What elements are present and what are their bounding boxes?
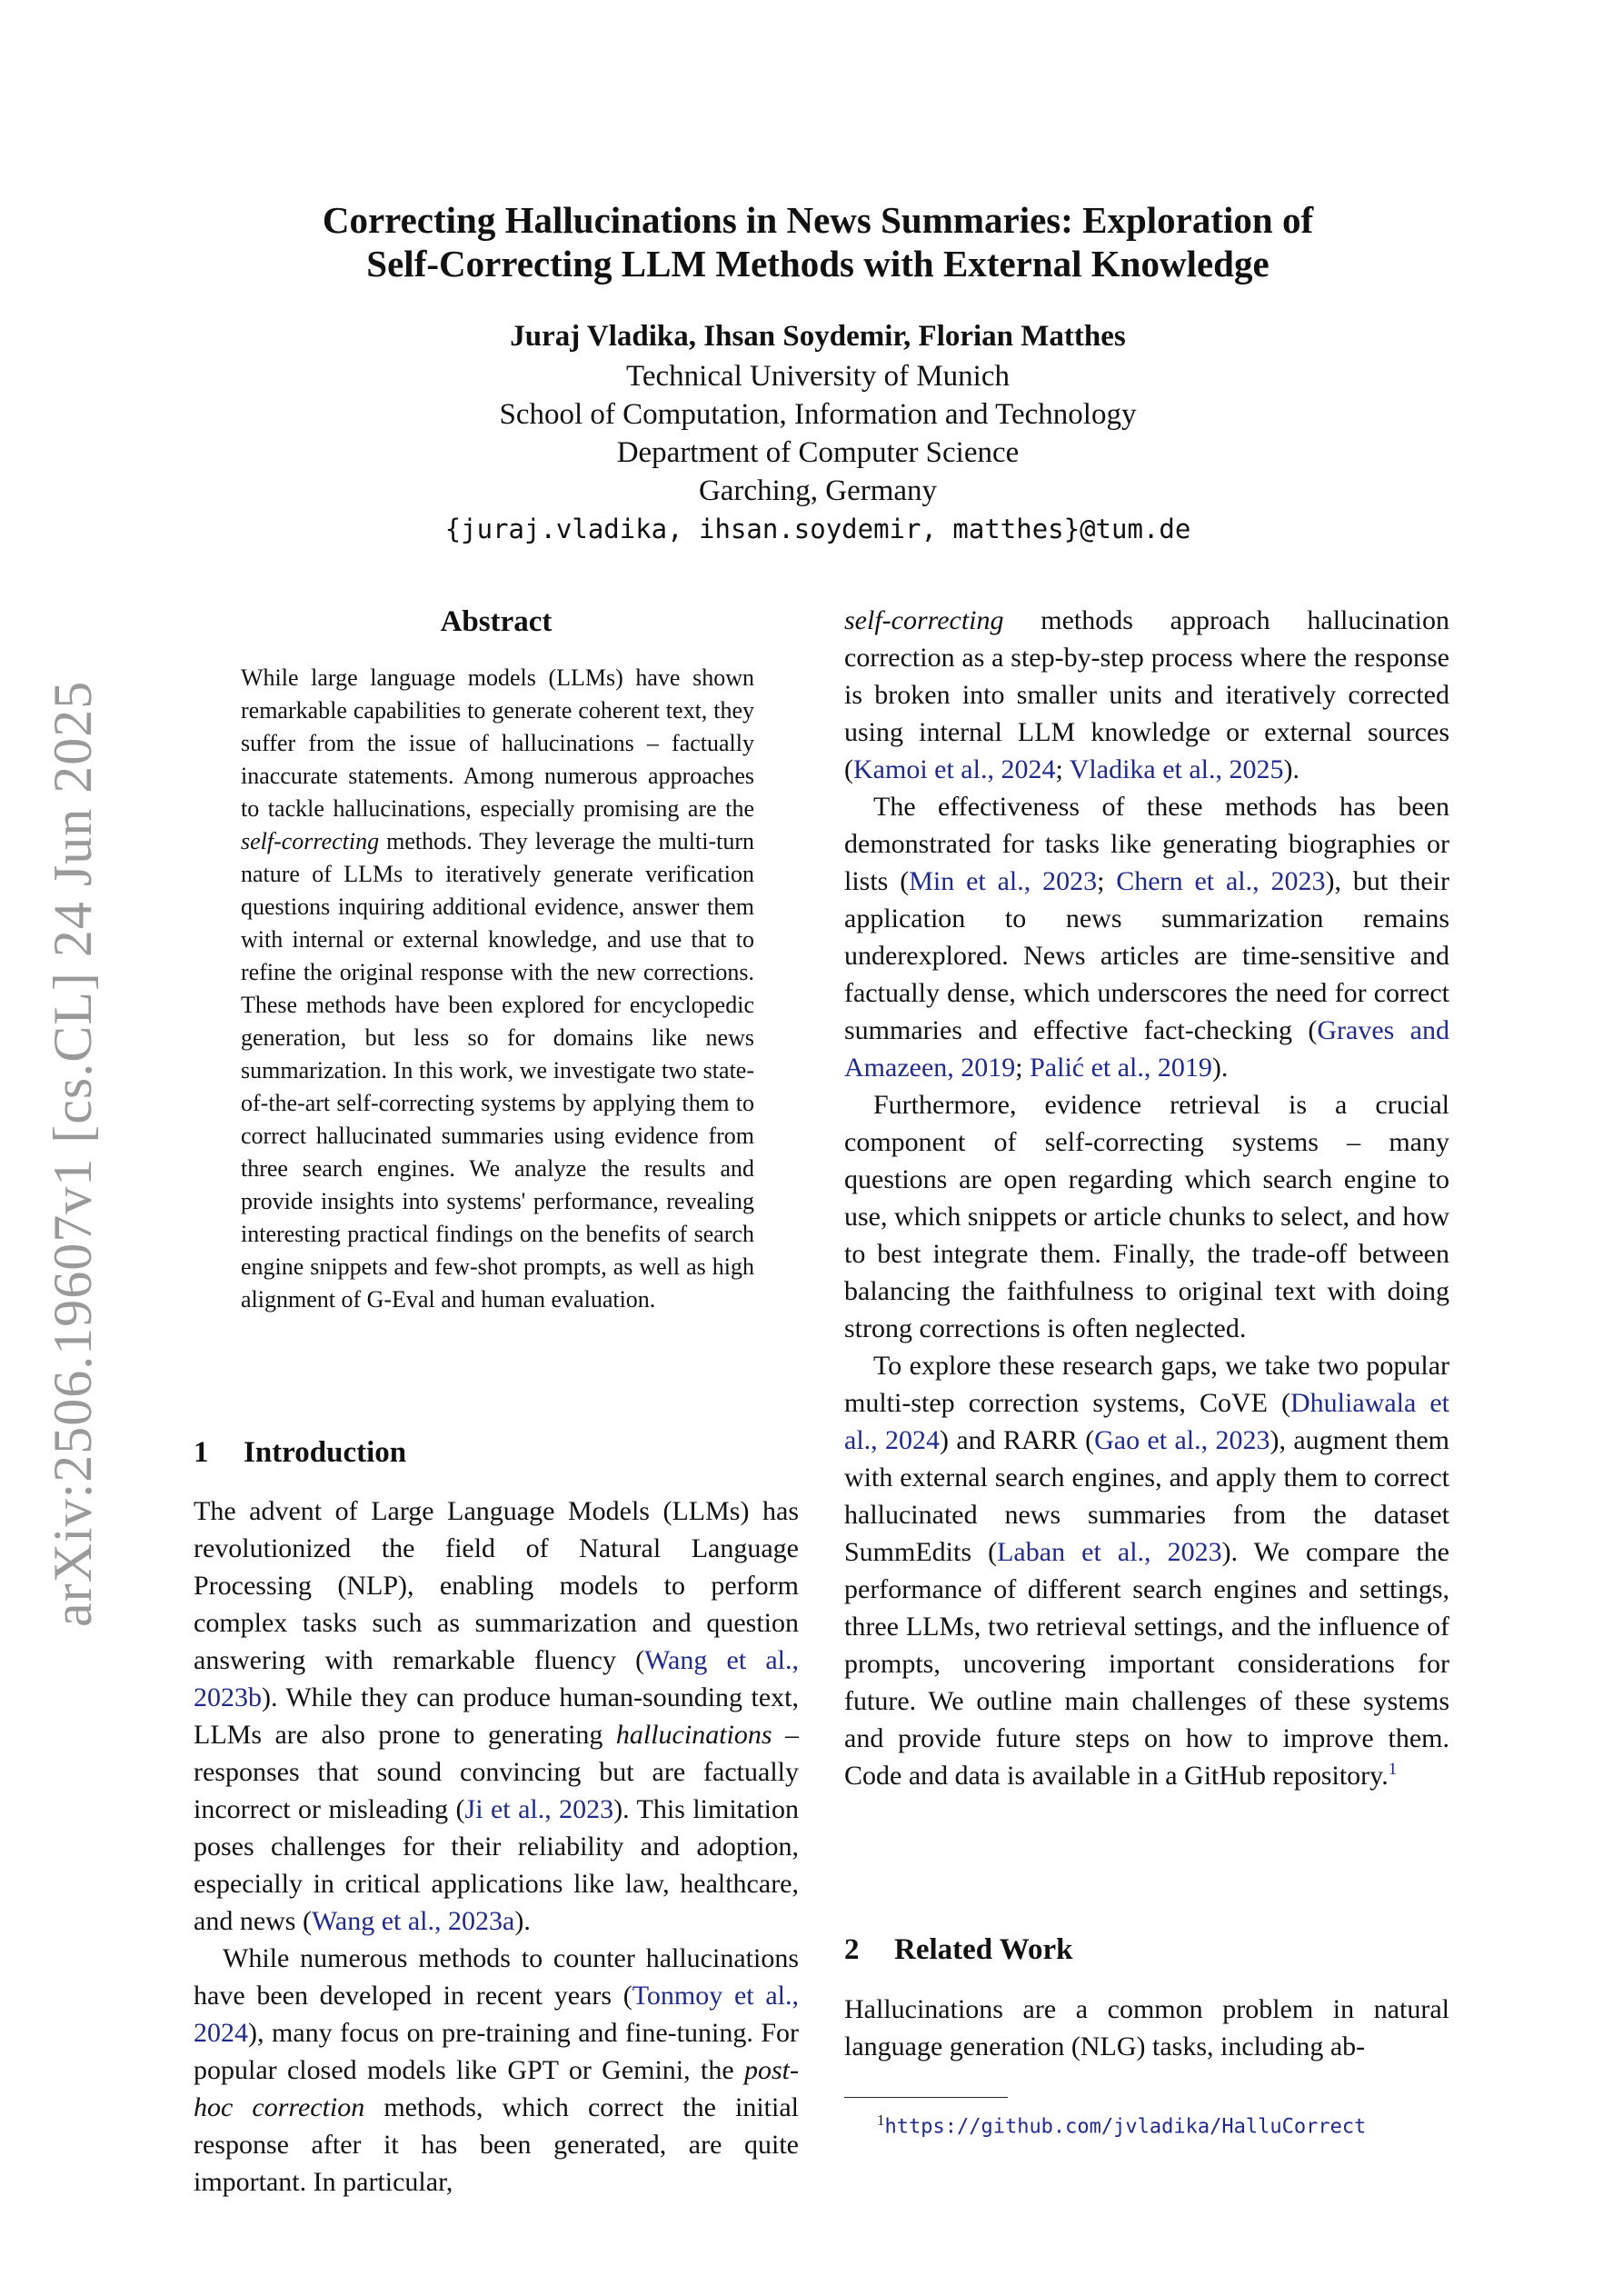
section-heading-related-work xyxy=(844,1932,1449,1968)
paragraph xyxy=(844,602,1449,788)
text-span: ), many focus on pre-training and fine-tuning. For popular closed models like GPT or Gemini, the xyxy=(194,2018,799,2085)
arxiv-stamp: arXiv:2506.19607v1 [cs.CL] 24 Jun 2025 xyxy=(43,680,103,1627)
intro-left-column xyxy=(194,1492,799,2201)
title-line-1: Correcting Hallucinations in News Summaries: Exploration of xyxy=(322,199,1314,241)
affiliation-line: Garching, Germany xyxy=(698,474,938,507)
text-span: ; xyxy=(1015,1053,1031,1083)
footnote-number: 1 xyxy=(877,2111,885,2129)
affiliation-line: School of Computation, Information and Technology xyxy=(499,398,1137,431)
citation-link[interactable]: Laban et al., 2023 xyxy=(997,1537,1222,1567)
abstract-text-part: While large language models (LLMs) have shown remarkable capabilities to generate coherent text, they suffer from the issue of hallucinations – factually inaccurate statements. Among numerous approaches to tackle hallucinations, especially promising are the xyxy=(241,664,754,822)
abstract-text xyxy=(241,662,754,1316)
affiliation-line: Department of Computer Science xyxy=(616,436,1020,469)
paragraph xyxy=(844,788,1449,1086)
citation-link[interactable]: Wang et al., 2023b xyxy=(194,1645,799,1712)
paragraph xyxy=(194,1492,799,1940)
paragraph xyxy=(194,1940,799,2201)
citation-link[interactable]: Tonmoy et al., 2024 xyxy=(194,1981,799,2048)
citation-link[interactable]: Dhuliawala et al., 2024 xyxy=(844,1388,1449,1455)
text-span: methods, which correct the initial response after it has been generated, are quite important. In particular, xyxy=(194,2092,799,2197)
text-span: ). While they can produce human-sounding text, LLMs are also prone to generating xyxy=(194,1682,799,1750)
footnote xyxy=(877,2107,1366,2141)
paragraph xyxy=(844,1347,1449,1794)
citation-link[interactable]: Kamoi et al., 2024 xyxy=(853,754,1056,784)
emphasis: hallucinations xyxy=(615,1720,772,1750)
author-emails: {juraj.vladika, ihsan.soydemir, matthes}@tum.de xyxy=(444,514,1191,544)
text-span: ). This limitation poses challenges for their reliability and adoption, especially in critical applications like law, healthcare, and news ( xyxy=(194,1794,799,1936)
citation-link[interactable]: Graves and Amazeen, 2019 xyxy=(844,1015,1449,1083)
citation-link[interactable]: Vladika et al., 2025 xyxy=(1069,754,1284,784)
footnote-marker[interactable]: 1 xyxy=(1388,1760,1398,1779)
citation-link[interactable]: Wang et al., 2023a xyxy=(311,1906,515,1936)
text-span: The effectiveness of these methods has been demonstrated for tasks like generating biographies or lists ( xyxy=(844,792,1449,896)
emphasis: post-hoc correction xyxy=(194,2055,799,2122)
text-span: ), augment them with external search engines, and apply them to correct hallucinated news summaries from the dataset SummEdits ( xyxy=(844,1425,1449,1567)
text-span: ). We compare the performance of different search engines and settings, three LLMs, two retrieval settings, and the influence of prompts, uncovering important considerations for future. We outline main challenges of these systems and provide future steps on how to improve them. Code and data is available in a GitHub repository. xyxy=(844,1537,1450,1791)
authors: Juraj Vladika, Ihsan Soydemir, Florian Matthes xyxy=(510,320,1126,353)
text-span: – responses that sound convincing but are factually incorrect or misleading ( xyxy=(194,1720,799,1824)
text-span: ). xyxy=(514,1906,531,1936)
affiliation xyxy=(227,357,1409,510)
section-number: 2 xyxy=(844,1933,860,1966)
text-span: ). xyxy=(1283,754,1300,784)
citation-link[interactable]: Palić et al., 2019 xyxy=(1030,1053,1212,1083)
abstract-heading: Abstract xyxy=(440,605,553,638)
affiliation-line: Technical University of Munich xyxy=(626,360,1010,393)
text-span: ). xyxy=(1211,1053,1229,1083)
text-span: To explore these research gaps, we take two popular multi-step correction systems, CoVE ( xyxy=(844,1351,1449,1418)
intro-right-column xyxy=(844,602,1449,1794)
citation-link[interactable]: Min et al., 2023 xyxy=(909,866,1098,896)
section-heading-introduction xyxy=(194,1434,799,1471)
emphasis: self-correcting xyxy=(844,605,1004,635)
footnote-url-link[interactable]: https://github.com/jvladika/HalluCorrect xyxy=(884,2115,1367,2139)
text-span: While numerous methods to counter hallucinations have been developed in recent years ( xyxy=(194,1943,799,2011)
citation-link[interactable]: Ji et al., 2023 xyxy=(464,1794,614,1824)
text-span: The advent of Large Language Models (LLMs) has revolutionized the field of Natural Language Processing (NLP), enabling models to perform complex tasks such as summarization and question answering with remarkable fluency ( xyxy=(194,1496,799,1675)
text-span: ; xyxy=(1097,866,1117,896)
text-span: methods approach hallucination correction as a step-by-step process where the response is broken into smaller units and iteratively corrected using internal LLM knowledge or external sources ( xyxy=(844,605,1449,784)
citation-link[interactable]: Gao et al., 2023 xyxy=(1094,1425,1270,1455)
related-work-text xyxy=(844,1991,1449,2065)
abstract-emphasis: self-correcting xyxy=(241,828,380,854)
text-span: ) and RARR ( xyxy=(940,1425,1095,1455)
section-title: Related Work xyxy=(894,1933,1073,1966)
text-span: ), but their application to news summarization remains underexplored. News articles are time-sensitive and factually dense, which underscores the need for correct summaries and effective fact-checking ( xyxy=(844,866,1449,1045)
abstract-text-part: methods. They leverage the multi-turn nature of LLMs to iteratively generate verification questions inquiring additional evidence, answer them with internal or external knowledge, and use that to refine the original response with the new corrections. These methods have been explored for encyclopedic generation, but less so for domains like news summarization. In this work, we investigate two state-of-the-art self-correcting systems by applying them to correct hallucinated summaries using evidence from three search engines. We analyze the results and provide insights into systems' performance, revealing interesting practical findings on the benefits of search engine snippets and few-shot prompts, as well as high alignment of G-Eval and human evaluation. xyxy=(241,828,754,1313)
paragraph: Hallucinations are a common problem in natural language generation (NLG) tasks, including ab- xyxy=(844,1994,1449,2061)
title-line-2: Self-Correcting LLM Methods with External Knowledge xyxy=(366,243,1270,285)
paragraph: Furthermore, evidence retrieval is a crucial component of self-correcting systems – many questions are open regarding which search engine to use, which snippets or article chunks to select, and how to best integrate them. Finally, the trade-off between balancing the faithfulness to original text with doing strong corrections is often neglected. xyxy=(844,1090,1449,1343)
paper-title xyxy=(227,198,1409,285)
section-title: Introduction xyxy=(244,1436,407,1469)
citation-link[interactable]: Chern et al., 2023 xyxy=(1116,866,1326,896)
footnote-divider xyxy=(844,2097,1008,2098)
section-number: 1 xyxy=(194,1436,209,1469)
text-span: ; xyxy=(1055,754,1070,784)
